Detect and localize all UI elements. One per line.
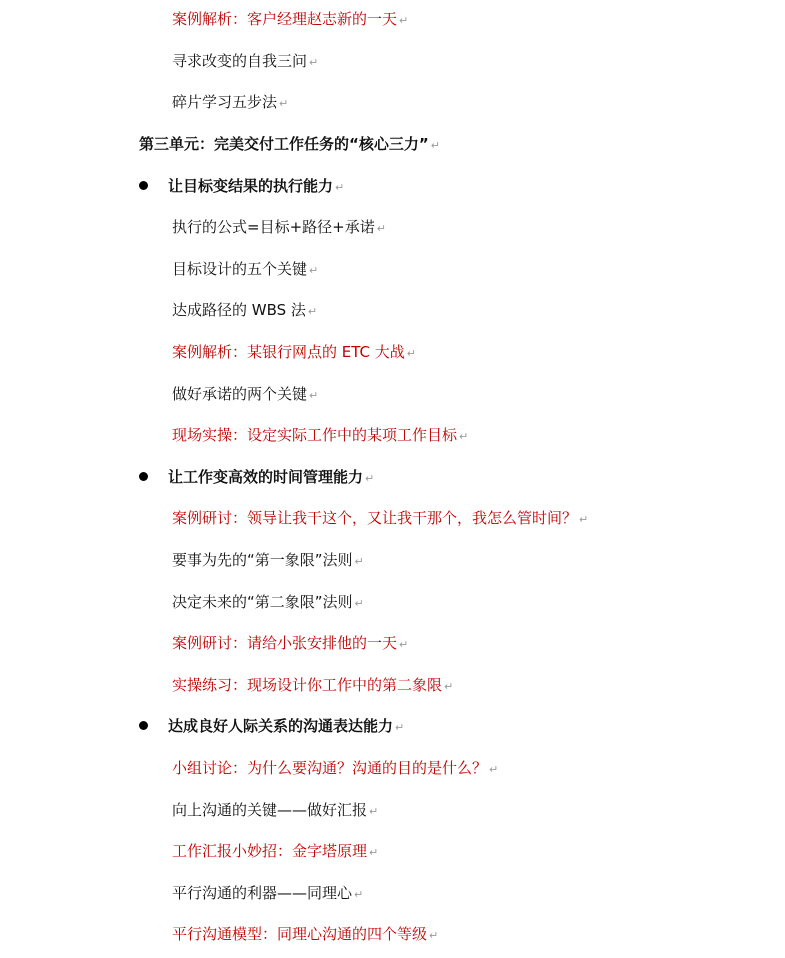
unit-heading: 第三单元：完美交付工作任务的“核心三力” ↵: [139, 135, 440, 153]
paragraph-mark-icon: ↵: [399, 14, 409, 27]
section-bullet-heading: 达成良好人际关系的沟通表达能力 ↵: [0, 715, 404, 737]
bullet-icon: [139, 721, 148, 730]
paragraph-mark-icon: ↵: [365, 472, 375, 485]
paragraph-mark-icon: ↵: [430, 139, 440, 152]
paragraph-mark-icon: ↵: [335, 181, 345, 194]
section-bullet-heading: 让工作变高效的时间管理能力 ↵: [0, 466, 374, 488]
practice-line: 实操练习：现场设计你工作中的第二象限 ↵: [172, 676, 454, 694]
case-discussion-line: 案例研讨：领导让我干这个，又让我干那个，我怎么管时间？ ↵: [172, 509, 589, 527]
paragraph-mark-icon: ↵: [369, 846, 379, 859]
outline-item: 达成路径的 WBS 法 ↵: [172, 301, 318, 319]
case-analysis-line: 案例解析：某银行网点的 ETC 大战 ↵: [172, 343, 416, 361]
outline-item: 执行的公式=目标+路径+承诺 ↵: [172, 218, 386, 236]
paragraph-mark-icon: ↵: [399, 638, 409, 651]
paragraph-mark-icon: ↵: [354, 555, 364, 568]
paragraph-mark-icon: ↵: [279, 97, 289, 110]
paragraph-mark-icon: ↵: [444, 680, 454, 693]
outline-item: 目标设计的五个关键 ↵: [172, 260, 319, 278]
paragraph-mark-icon: ↵: [489, 763, 499, 776]
outline-item: 要事为先的“第一象限”法则 ↵: [172, 551, 364, 569]
bullet-icon: [139, 181, 148, 190]
tip-line: 工作汇报小妙招：金字塔原理 ↵: [172, 842, 379, 860]
paragraph-mark-icon: ↵: [309, 264, 319, 277]
case-discussion-line: 案例研讨：请给小张安排他的一天 ↵: [172, 634, 409, 652]
paragraph-mark-icon: ↵: [459, 430, 469, 443]
paragraph-mark-icon: ↵: [429, 929, 439, 942]
model-line: 平行沟通模型：同理心沟通的四个等级 ↵: [172, 925, 439, 943]
practice-line: 现场实操：设定实际工作中的某项工作目标 ↵: [172, 426, 469, 444]
outline-item: 寻求改变的自我三问 ↵: [172, 52, 319, 70]
outline-item: 决定未来的“第二象限”法则 ↵: [172, 593, 364, 611]
paragraph-mark-icon: ↵: [309, 56, 319, 69]
paragraph-mark-icon: ↵: [395, 721, 405, 734]
paragraph-mark-icon: ↵: [354, 888, 364, 901]
section-bullet-heading: 让目标变结果的执行能力 ↵: [0, 175, 344, 197]
bullet-icon: [139, 472, 148, 481]
case-analysis-line: 案例解析：客户经理赵志新的一天 ↵: [172, 10, 409, 28]
paragraph-mark-icon: ↵: [309, 389, 319, 402]
outline-item: 碎片学习五步法 ↵: [172, 93, 289, 111]
group-discussion-line: 小组讨论：为什么要沟通？沟通的目的是什么？ ↵: [172, 759, 499, 777]
paragraph-mark-icon: ↵: [579, 513, 589, 526]
paragraph-mark-icon: ↵: [406, 347, 416, 360]
paragraph-mark-icon: ↵: [354, 597, 364, 610]
paragraph-mark-icon: ↵: [369, 805, 379, 818]
paragraph-mark-icon: ↵: [376, 222, 386, 235]
outline-item: 平行沟通的利器——同理心 ↵: [172, 884, 364, 902]
outline-item: 做好承诺的两个关键 ↵: [172, 385, 319, 403]
outline-item: 向上沟通的关键——做好汇报 ↵: [172, 801, 379, 819]
paragraph-mark-icon: ↵: [307, 305, 318, 318]
